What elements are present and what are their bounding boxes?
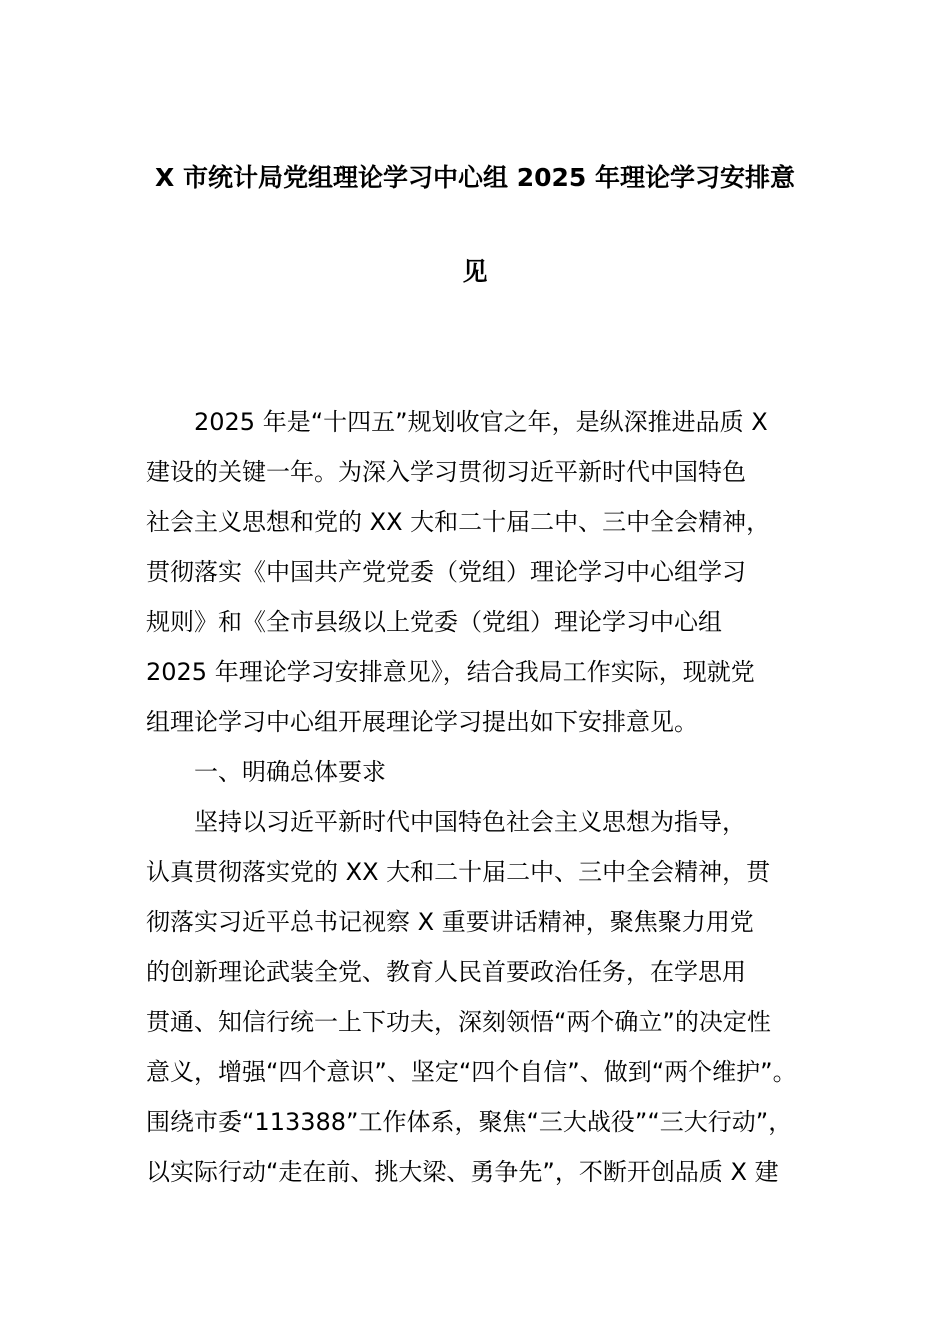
paragraph-line: 意义，增强“四个意识”、坚定“四个自信”、做到“两个维护”。 xyxy=(146,1058,797,1086)
paragraph-line: 组理论学习中心组开展理论学习提出如下安排意见。 xyxy=(146,708,698,736)
paragraph-line: 认真贯彻落实党的 XX 大和二十届二中、三中全会精神，贯 xyxy=(146,858,771,886)
paragraph-line: 2025 年是“十四五”规划收官之年，是纵深推进品质 X xyxy=(194,408,768,436)
paragraph-line: 建设的关键一年。为深入学习贯彻习近平新时代中国特色 xyxy=(146,458,746,486)
document-title-line-2: 见 xyxy=(462,257,488,286)
document-body xyxy=(146,400,846,1200)
paragraph-line: 2025 年理论学习安排意见》，结合我局工作实际，现就党 xyxy=(146,658,755,686)
paragraph-line: 贯通、知信行统一上下功夫，深刻领悟“两个确立”的决定性 xyxy=(146,1008,771,1036)
paragraph-line: 围绕市委“113388”工作体系，聚焦“三大战役”“三大行动”， xyxy=(146,1108,793,1136)
paragraph-line: 规则》和《全市县级以上党委（党组）理论学习中心组 xyxy=(146,608,722,636)
paragraph-line: 坚持以习近平新时代中国特色社会主义思想为指导， xyxy=(194,808,746,836)
document-title-line-1: X 市统计局党组理论学习中心组 2025 年理论学习安排意 xyxy=(155,163,795,192)
paragraph-line: 社会主义思想和党的 XX 大和二十届二中、三中全会精神， xyxy=(146,508,771,536)
paragraph-line: 贯彻落实《中国共产党党委（党组）理论学习中心组学习 xyxy=(146,558,746,586)
paragraph-line: 的创新理论武装全党、教育人民首要政治任务，在学思用 xyxy=(146,958,746,986)
paragraph-line: 以实际行动“走在前、挑大梁、勇争先”，不断开创品质 X 建 xyxy=(146,1158,779,1186)
section-heading: 一、明确总体要求 xyxy=(194,758,386,786)
paragraph-line: 彻落实习近平总书记视察 X 重要讲话精神，聚焦聚力用党 xyxy=(146,908,754,936)
